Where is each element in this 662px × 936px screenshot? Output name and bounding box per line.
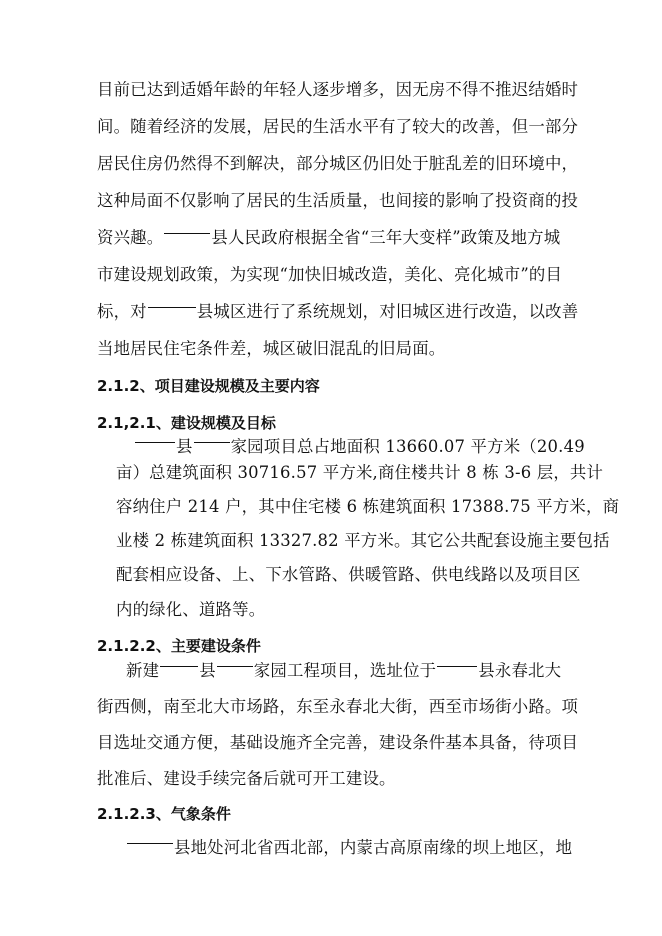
text-span: 家园项目总占地面积 13660.07 平方米（20.49 (230, 437, 585, 456)
text-span: 标，对 (97, 302, 147, 321)
text-line: 目选址交通方便，基础设施齐全完善，建设条件基本具备，待项目 (97, 733, 579, 752)
text-line: 亩）总建筑面积 30716.57 平方米,商住楼共计 8 栋 3-6 层，共计 (116, 463, 604, 482)
text-line: 业楼 2 栋建筑面积 13327.82 平方米。其它公共配套设施主要包括 (116, 531, 610, 550)
blank-underline (194, 442, 230, 443)
text-line: 间。随着经济的发展，居民的生活水平有了较大的改善，但一部分 (97, 117, 579, 136)
text-line: 内的绿化、道路等。 (116, 600, 266, 619)
text-line: 容纳住户 214 户，其中住宅楼 6 栋建筑面积 17388.75 平方米，商 (116, 497, 620, 516)
text-line (126, 836, 572, 860)
subsection-heading: 2.1.2.2、主要建设条件 (97, 637, 261, 655)
blank-underline (148, 307, 196, 308)
text-line: 当地居民住宅条件差，城区破旧混乱的旧局面。 (97, 339, 446, 358)
blank-underline (135, 442, 175, 443)
text-line (97, 300, 578, 324)
text-line: 街西侧，南至北大市场路，东至永春北大街，西至市场街小路。项 (97, 697, 579, 716)
text-span: 新建 (126, 661, 160, 680)
text-span: 县 (199, 661, 216, 680)
text-span: 县城区进行了系统规划，对旧城区进行改造，以改善 (196, 302, 579, 321)
text-span: 资兴趣。 (97, 228, 164, 247)
text-line: 配套相应设备、上、下水管路、供暖管路、供电线路以及项目区 (116, 565, 581, 584)
text-line: 这种局面不仅影响了居民的生活质量，也间接的影响了投资商的投 (97, 191, 579, 210)
text-span: 县永春北大 (478, 661, 562, 680)
text-span: 县 (176, 437, 193, 456)
blank-underline (164, 233, 210, 234)
text-span: 家园工程项目，选址位于 (253, 661, 437, 680)
text-line: 目前已达到适婚年龄的年轻人逐步增多，因无房不得不推迟结婚时 (97, 80, 579, 99)
text-line: 市建设规划政策，为实现“加快旧城改造，美化、亮化城市”的目 (97, 265, 563, 284)
text-span: 县地处河北省西北部，内蒙古高原南缘的坝上地区，地 (174, 838, 573, 857)
text-line (97, 226, 560, 250)
blank-underline (160, 666, 198, 667)
blank-underline (127, 843, 173, 844)
text-span: 县人民政府根据全省“三年大变样”政策及地方城 (211, 228, 561, 247)
subsection-heading: 2.1,2.1、建设规模及目标 (97, 414, 276, 432)
text-line (126, 659, 561, 683)
blank-underline (437, 666, 477, 667)
text-line: 居民住房仍然得不到解决，部分城区仍旧处于脏乱差的旧环境中， (97, 154, 579, 173)
text-line (134, 435, 585, 459)
section-heading: 2.1.2、项目建设规模及主要内容 (97, 377, 320, 395)
text-line: 批准后、建设手续完备后就可开工建设。 (97, 769, 396, 788)
blank-underline (217, 666, 253, 667)
subsection-heading: 2.1.2.3、气象条件 (97, 805, 231, 823)
